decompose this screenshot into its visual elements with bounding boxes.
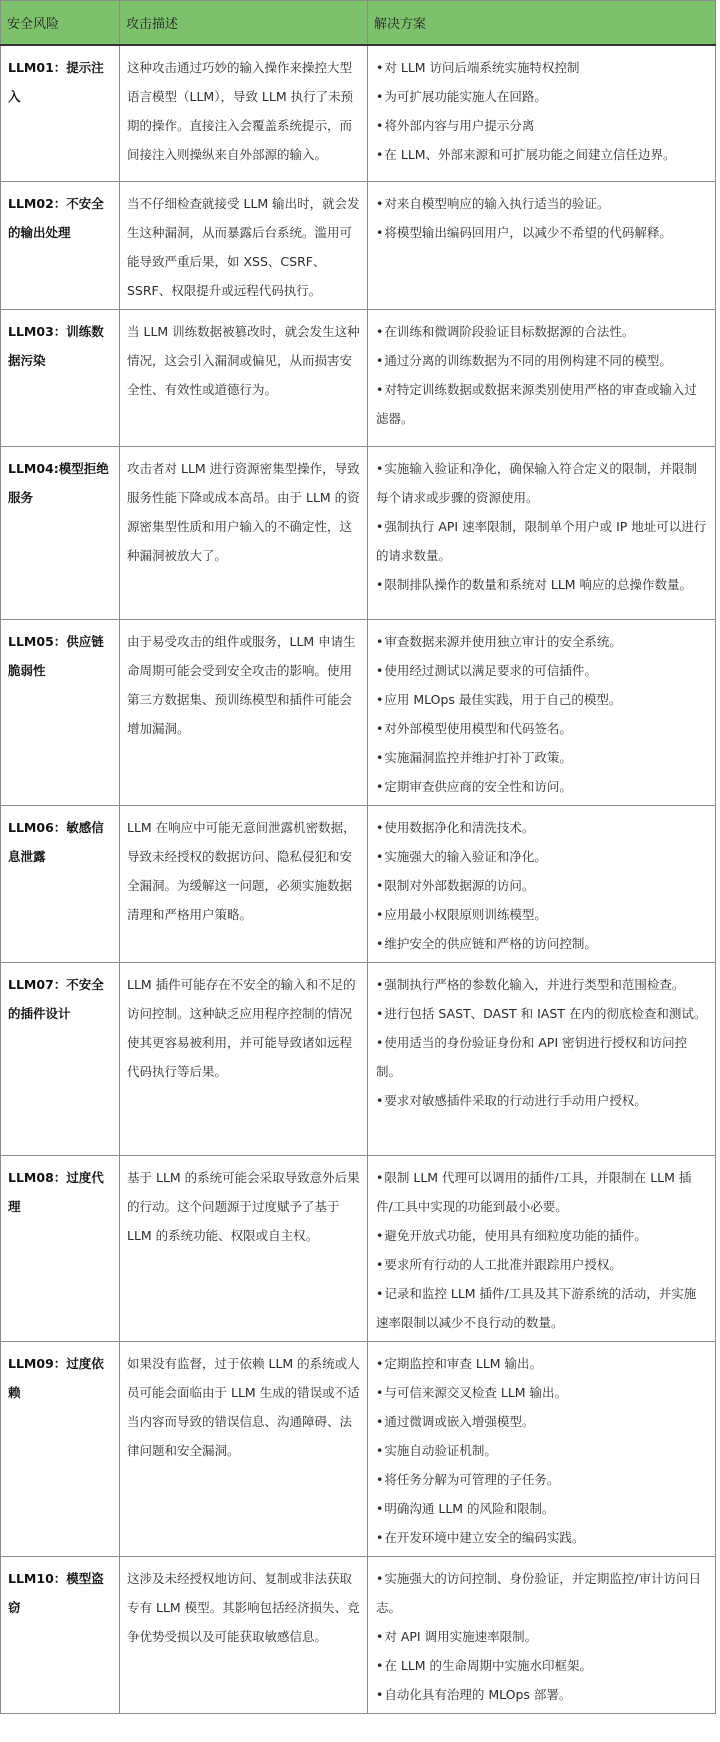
attack-description-cell: LLM 在响应中可能无意间泄露机密数据，导致未经授权的数据访问、隐私侵犯和安全漏洞。为缓解这一问题，必须实施数据清理和严格用户策略。 <box>120 806 368 963</box>
solution-item: • 对特定训练数据或数据来源类别使用严格的审查或输入过滤器。 <box>376 375 708 433</box>
solution-item: • 应用 MLOps 最佳实践，用于自己的模型。 <box>376 685 708 714</box>
header-risk: 安全风险 <box>1 1 120 45</box>
solution-item: • 将任务分解为可管理的子任务。 <box>376 1465 708 1494</box>
risk-cell: LLM04:模型拒绝服务 <box>1 447 120 620</box>
table-row <box>1 447 716 620</box>
risk-cell: LLM02：不安全的输出处理 <box>1 182 120 310</box>
solution-item: • 将模型输出编码回用户，以减少不希望的代码解释。 <box>376 218 708 247</box>
attack-description-cell: 由于易受攻击的组件或服务，LLM 申请生命周期可能会受到安全攻击的影响。使用第三方数据集、预训练模型和插件可能会增加漏洞。 <box>120 620 368 806</box>
risk-cell: LLM05：供应链脆弱性 <box>1 620 120 806</box>
table-row <box>1 620 716 806</box>
solution-item: • 限制排队操作的数量和系统对 LLM 响应的总操作数量。 <box>376 570 708 599</box>
solution-item: • 限制 LLM 代理可以调用的插件/工具，并限制在 LLM 插件/工具中实现的功能到最小必要。 <box>376 1163 708 1221</box>
solution-item: • 应用最小权限原则训练模型。 <box>376 900 708 929</box>
solution-item: • 在 LLM、外部来源和可扩展功能之间建立信任边界。 <box>376 140 708 169</box>
attack-description-cell: 这种攻击通过巧妙的输入操作来操控大型语言模型（LLM），导致 LLM 执行了未预期的操作。直接注入会覆盖系统提示，而间接注入则操纵来自外部源的输入。 <box>120 45 368 182</box>
solution-item: • 为可扩展功能实施人在回路。 <box>376 82 708 111</box>
solution-item: • 对外部模型使用模型和代码签名。 <box>376 714 708 743</box>
attack-description-cell: 当不仔细检查就接受 LLM 输出时，就会发生这种漏洞，从而暴露后台系统。滥用可能导致严重后果，如 XSS、CSRF、SSRF、权限提升或远程代码执行。 <box>120 182 368 310</box>
risk-cell: LLM06：敏感信息泄露 <box>1 806 120 963</box>
header-solution: 解决方案 <box>368 1 716 45</box>
attack-description-cell: 这涉及未经授权地访问、复制或非法获取专有 LLM 模型。其影响包括经济损失、竞争优势受损以及可能获取敏感信息。 <box>120 1557 368 1714</box>
solution-item: • 实施自动验证机制。 <box>376 1436 708 1465</box>
solution-cell <box>368 447 716 620</box>
solution-cell <box>368 1156 716 1342</box>
solution-item: • 要求所有行动的人工批准并跟踪用户授权。 <box>376 1250 708 1279</box>
solution-item: • 在开发环境中建立安全的编码实践。 <box>376 1523 708 1552</box>
table-body <box>1 45 716 1714</box>
table-row <box>1 310 716 447</box>
solution-item: • 实施强大的访问控制、身份验证，并定期监控/审计访问日志。 <box>376 1564 708 1622</box>
solution-cell <box>368 182 716 310</box>
attack-description-cell: LLM 插件可能存在不安全的输入和不足的访问控制。这种缺乏应用程序控制的情况使其更容易被利用，并可能导致诸如远程代码执行等后果。 <box>120 963 368 1156</box>
solution-item: • 限制对外部数据源的访问。 <box>376 871 708 900</box>
solution-item: • 使用适当的身份验证身份和 API 密钥进行授权和访问控制。 <box>376 1028 708 1086</box>
table-row <box>1 1557 716 1714</box>
solution-cell <box>368 806 716 963</box>
solution-item: • 自动化具有治理的 MLOps 部署。 <box>376 1680 708 1709</box>
solution-cell <box>368 1557 716 1714</box>
table-row <box>1 1156 716 1342</box>
risk-cell: LLM10：模型盗窃 <box>1 1557 120 1714</box>
solution-item: • 定期监控和审查 LLM 输出。 <box>376 1349 708 1378</box>
solution-item: • 明确沟通 LLM 的风险和限制。 <box>376 1494 708 1523</box>
risk-cell: LLM07：不安全的插件设计 <box>1 963 120 1156</box>
solution-item: • 维护安全的供应链和严格的访问控制。 <box>376 929 708 958</box>
solution-cell <box>368 310 716 447</box>
solution-item: • 对 API 调用实施速率限制。 <box>376 1622 708 1651</box>
solution-item: • 记录和监控 LLM 插件/工具及其下游系统的活动，并实施速率限制以减少不良行动的数量。 <box>376 1279 708 1337</box>
solution-cell <box>368 45 716 182</box>
solution-cell <box>368 1342 716 1557</box>
attack-description-cell: 基于 LLM 的系统可能会采取导致意外后果的行动。这个问题源于过度赋予了基于 LLM 的系统功能、权限或自主权。 <box>120 1156 368 1342</box>
solution-item: • 对来自模型响应的输入执行适当的验证。 <box>376 189 708 218</box>
attack-description-cell: 攻击者对 LLM 进行资源密集型操作，导致服务性能下降或成本高昂。由于 LLM 的资源密集型性质和用户输入的不确定性，这种漏洞被放大了。 <box>120 447 368 620</box>
solution-item: • 使用经过测试以满足要求的可信插件。 <box>376 656 708 685</box>
solution-item: • 使用数据净化和清洗技术。 <box>376 813 708 842</box>
table-row <box>1 806 716 963</box>
table-row <box>1 1342 716 1557</box>
solution-item: • 强制执行严格的参数化输入，并进行类型和范围检查。 <box>376 970 708 999</box>
table-row <box>1 963 716 1156</box>
solution-item: • 定期审查供应商的安全性和访问。 <box>376 772 708 801</box>
solution-item: • 审查数据来源并使用独立审计的安全系统。 <box>376 627 708 656</box>
solution-item: • 实施漏洞监控并维护打补丁政策。 <box>376 743 708 772</box>
solution-item: • 实施强大的输入验证和净化。 <box>376 842 708 871</box>
solution-item: • 强制执行 API 速率限制，限制单个用户或 IP 地址可以进行的请求数量。 <box>376 512 708 570</box>
solution-item: • 对 LLM 访问后端系统实施特权控制 <box>376 53 708 82</box>
risk-cell: LLM03：训练数据污染 <box>1 310 120 447</box>
attack-description-cell: 如果没有监督，过于依赖 LLM 的系统或人员可能会面临由于 LLM 生成的错误或不适当内容而导致的错误信息、沟通障碍、法律问题和安全漏洞。 <box>120 1342 368 1557</box>
attack-description-cell: 当 LLM 训练数据被篡改时，就会发生这种情况，这会引入漏洞或偏见，从而损害安全性、有效性或道德行为。 <box>120 310 368 447</box>
solution-item: • 在训练和微调阶段验证目标数据源的合法性。 <box>376 317 708 346</box>
table-row <box>1 45 716 182</box>
risk-cell: LLM01：提示注入 <box>1 45 120 182</box>
table-row <box>1 182 716 310</box>
solution-cell <box>368 963 716 1156</box>
solution-item: • 通过微调或嵌入增强模型。 <box>376 1407 708 1436</box>
solution-cell <box>368 620 716 806</box>
solution-item: • 实施输入验证和净化，确保输入符合定义的限制，并限制每个请求或步骤的资源使用。 <box>376 454 708 512</box>
table-header-row <box>1 1 716 45</box>
solution-item: • 避免开放式功能，使用具有细粒度功能的插件。 <box>376 1221 708 1250</box>
solution-item: • 进行包括 SAST、DAST 和 IAST 在内的彻底检查和测试。 <box>376 999 708 1028</box>
header-attack: 攻击描述 <box>120 1 368 45</box>
solution-item: • 通过分离的训练数据为不同的用例构建不同的模型。 <box>376 346 708 375</box>
risk-cell: LLM08：过度代理 <box>1 1156 120 1342</box>
solution-item: • 在 LLM 的生命周期中实施水印框架。 <box>376 1651 708 1680</box>
solution-item: • 与可信来源交叉检查 LLM 输出。 <box>376 1378 708 1407</box>
solution-item: • 要求对敏感插件采取的行动进行手动用户授权。 <box>376 1086 708 1115</box>
solution-item: • 将外部内容与用户提示分离 <box>376 111 708 140</box>
risk-cell: LLM09：过度依赖 <box>1 1342 120 1557</box>
